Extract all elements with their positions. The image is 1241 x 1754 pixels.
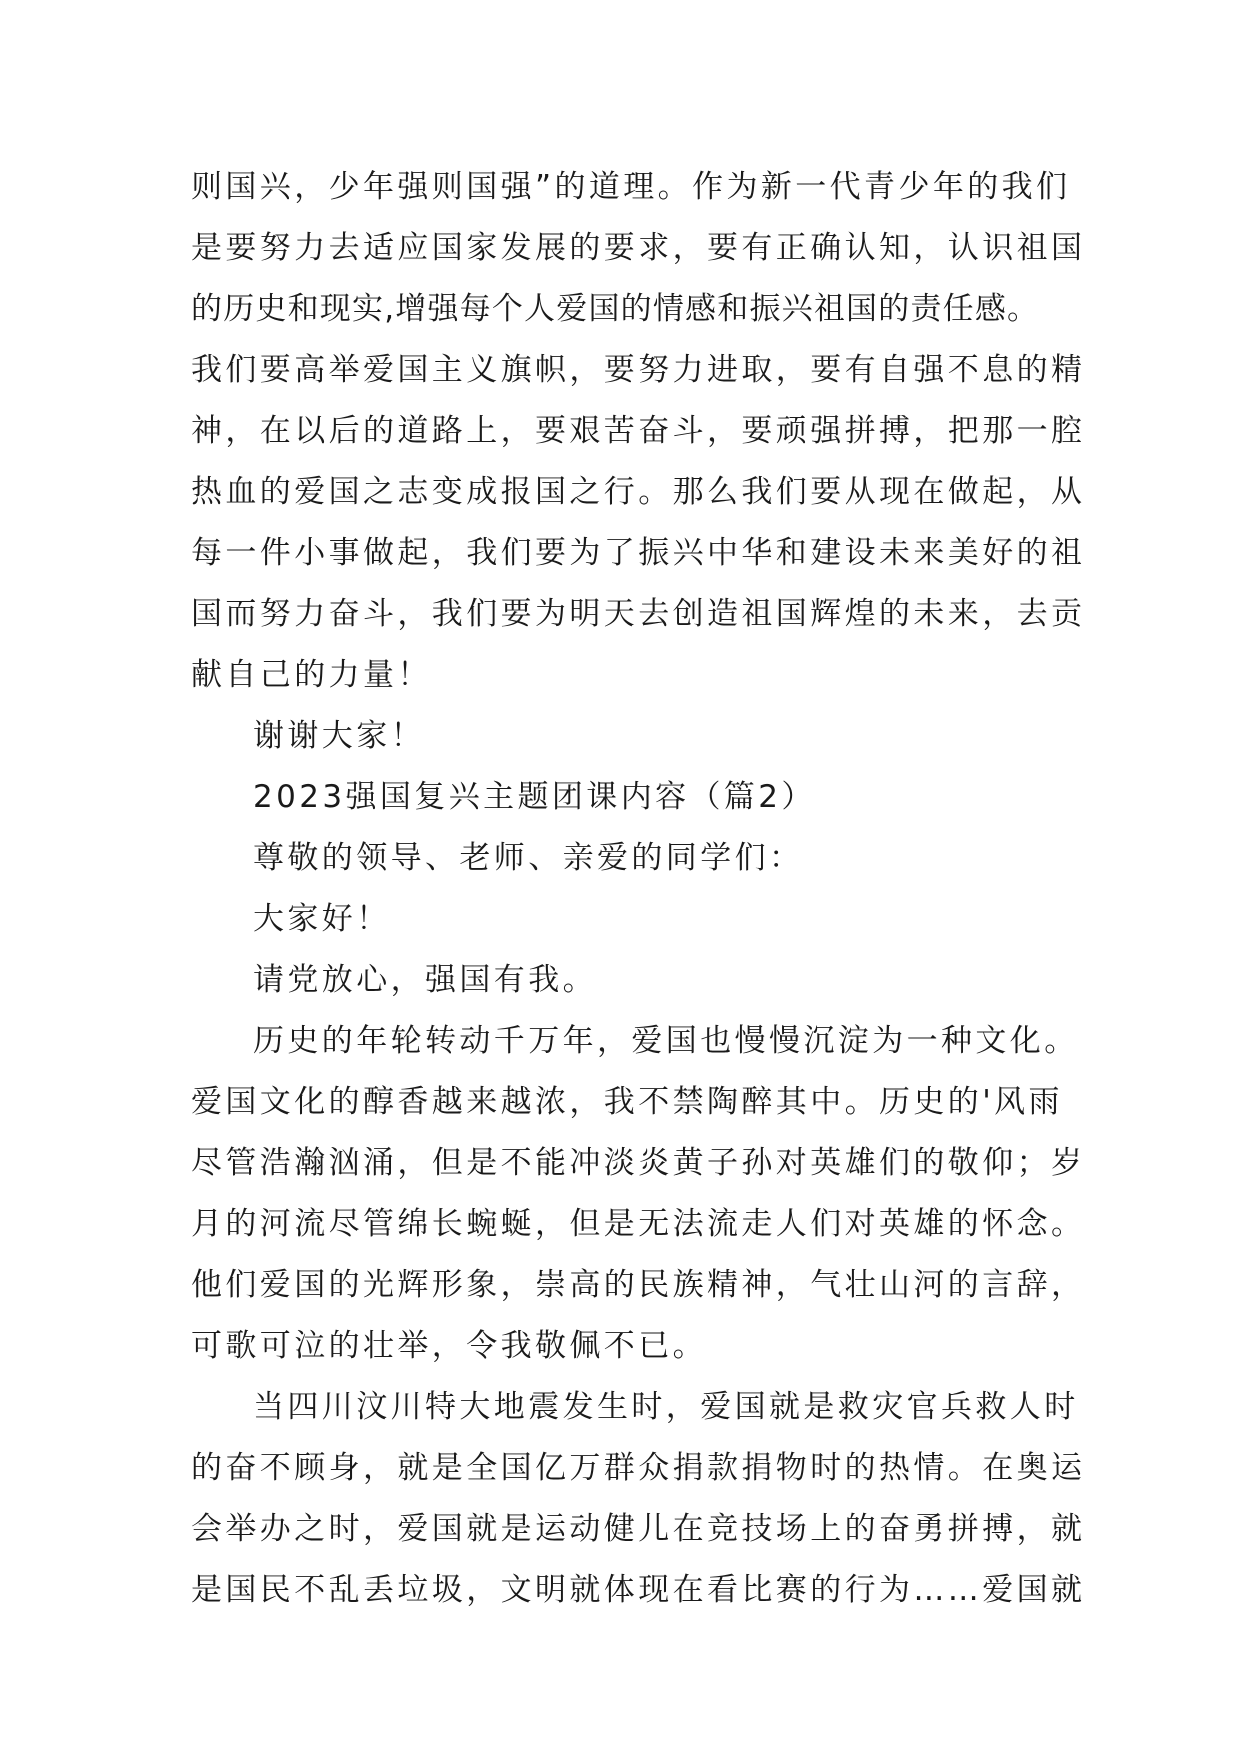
text-line: 我们要高举爱国主义旗帜，要努力进取，要有自强不息的精 (191, 352, 1086, 388)
body-text (191, 157, 1086, 1621)
text-line: 的历史和现实,增强每个人爱国的情感和振兴祖国的责任感。 (191, 291, 1040, 327)
section-title: 2023强国复兴主题团课内容（篇2） (253, 779, 816, 815)
text-line: 他们爱国的光辉形象，崇高的民族精神，气壮山河的言辞， (191, 1267, 1086, 1303)
greeting: 大家好！ (253, 901, 391, 937)
text-line: 热血的爱国之志变成报国之行。那么我们要从现在做起，从 (191, 474, 1086, 510)
text-line: 是要努力去适应国家发展的要求，要有正确认知，认识祖国 (191, 230, 1086, 266)
paragraph-start: 请党放心，强国有我。 (253, 962, 597, 998)
salutation: 尊敬的领导、老师、亲爱的同学们： (253, 840, 804, 876)
text-line: 神，在以后的道路上，要艰苦奋斗，要顽强拼搏，把那一腔 (191, 413, 1086, 449)
text-line: 国而努力奋斗，我们要为明天去创造祖国辉煌的未来，去贡 (191, 596, 1086, 632)
closing-thanks: 谢谢大家！ (253, 718, 425, 754)
text-line: 尽管浩瀚汹涌，但是不能冲淡炎黄子孙对英雄们的敬仰；岁 (191, 1145, 1086, 1181)
text-line: 的奋不顾身，就是全国亿万群众捐款捐物时的热情。在奥运 (191, 1450, 1086, 1486)
text-line: 爱国文化的醇香越来越浓，我不禁陶醉其中。历史的'风雨 (191, 1084, 1063, 1120)
text-line: 是国民不乱丢垃圾，文明就体现在看比赛的行为……爱国就 (191, 1572, 1086, 1608)
paragraph-start: 历史的年轮转动千万年，爱国也慢慢沉淀为一种文化。 (253, 1023, 1079, 1059)
text-line: 献自己的力量！ (191, 657, 432, 693)
text-line: 可歌可泣的壮举，令我敬佩不已。 (191, 1328, 707, 1364)
text-line: 月的河流尽管绵长蜿蜒，但是无法流走人们对英雄的怀念。 (191, 1206, 1086, 1242)
text-line: 则国兴，少年强则国强”的道理。作为新一代青少年的我们 (191, 169, 1071, 205)
paragraph-start: 当四川汶川特大地震发生时，爱国就是救灾官兵救人时 (253, 1389, 1079, 1425)
text-line: 每一件小事做起，我们要为了振兴中华和建设未来美好的祖 (191, 535, 1086, 571)
text-line: 会举办之时，爱国就是运动健儿在竞技场上的奋勇拼搏，就 (191, 1511, 1086, 1547)
